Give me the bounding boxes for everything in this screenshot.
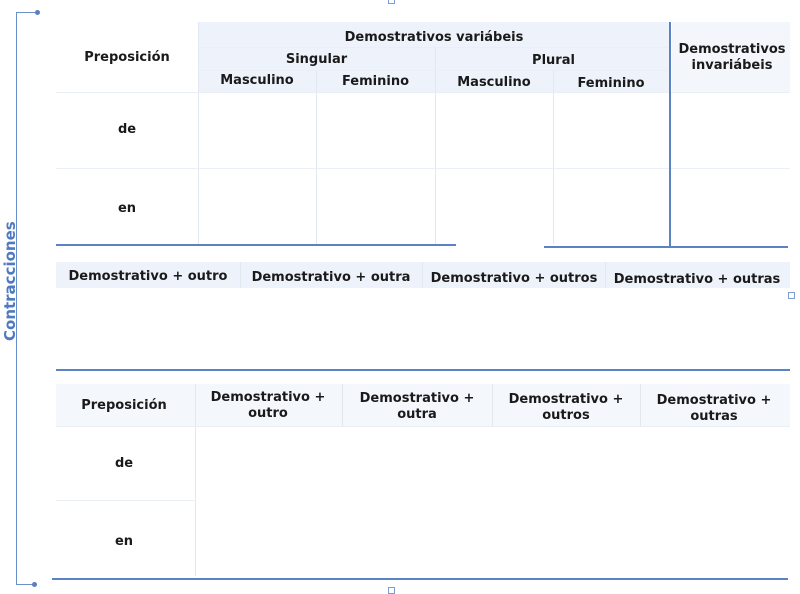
answer-cell[interactable] <box>437 94 552 166</box>
answer-cell[interactable] <box>318 94 433 166</box>
grid-h <box>198 47 670 48</box>
answer-cell[interactable] <box>673 94 787 244</box>
header-singular-feminino: Feminino <box>341 74 410 89</box>
header-singular: Singular <box>285 52 348 67</box>
row-label-en: en <box>114 534 134 549</box>
answer-cell[interactable] <box>242 292 420 364</box>
table3-header-outras: Demostrativo + outras <box>656 393 772 424</box>
header-demostrativos-invariables: Demostrativos invariábeis <box>678 42 786 73</box>
grid-h <box>56 92 790 93</box>
table3-header-outra: Demostrativo + outra <box>359 391 475 422</box>
answer-cell[interactable] <box>642 502 788 574</box>
row-label-de: de <box>114 456 134 471</box>
bracket-top-dot <box>35 10 40 15</box>
bracket-bottom-dot <box>32 582 37 587</box>
answer-cell[interactable] <box>494 502 638 574</box>
answer-cell[interactable] <box>200 94 315 166</box>
answer-cell[interactable] <box>197 502 340 574</box>
resize-handle-top[interactable] <box>388 0 395 4</box>
answer-cell[interactable] <box>494 428 638 498</box>
side-label: Contracciones <box>1 221 19 341</box>
grid-h <box>56 500 196 501</box>
answer-cell[interactable] <box>200 170 315 242</box>
table2-header-outro: Demostrativo + outro <box>68 269 228 284</box>
answer-cell[interactable] <box>344 502 490 574</box>
header-preposicion: Preposición <box>84 50 170 65</box>
row-label-de: de <box>117 122 137 137</box>
table3-header-preposicion: Preposición <box>81 398 167 413</box>
resize-handle-right[interactable] <box>788 292 795 299</box>
grid-v <box>240 262 241 288</box>
table2-header-outros: Demostrativo + outros <box>430 271 598 286</box>
answer-cell[interactable] <box>607 292 787 364</box>
table2-header-outras: Demostrativo + outras <box>613 272 781 287</box>
table2-header-outra: Demostrativo + outra <box>251 270 411 285</box>
grid-h <box>198 70 670 71</box>
header-singular-masculino: Masculino <box>220 73 294 88</box>
grid-v <box>640 384 641 426</box>
header-plural-feminino: Feminino <box>577 76 645 90</box>
table1-bottom-line-right <box>544 246 788 248</box>
answer-cell[interactable] <box>437 170 552 242</box>
grid-v <box>195 384 196 576</box>
table3-header-outro: Demostrativo + outro <box>210 390 326 421</box>
answer-cell[interactable] <box>344 428 490 498</box>
answer-cell[interactable] <box>555 170 667 242</box>
table1-bottom-line-left <box>56 244 456 246</box>
header-plural: Plural <box>532 53 575 68</box>
answer-cell[interactable] <box>555 94 667 166</box>
grid-v <box>342 384 343 426</box>
table2-bottom-line <box>56 369 790 371</box>
answer-cell[interactable] <box>58 292 238 364</box>
grid-v <box>605 262 606 288</box>
answer-cell[interactable] <box>197 428 340 498</box>
header-plural-masculino: Masculino <box>457 75 531 90</box>
answer-cell[interactable] <box>642 428 788 498</box>
answer-cell[interactable] <box>424 292 603 364</box>
header-demostrativos-variables: Demostrativos variábeis <box>344 30 524 45</box>
table3-bottom-line <box>52 578 788 580</box>
grid-h <box>56 426 790 427</box>
answer-cell[interactable] <box>318 170 433 242</box>
grid-v <box>316 70 317 244</box>
grid-v <box>553 70 554 244</box>
table3-header-outros: Demostrativo + outros <box>508 392 624 423</box>
row-label-en: en <box>117 201 137 216</box>
grid-v <box>492 384 493 426</box>
grid-v <box>422 262 423 288</box>
